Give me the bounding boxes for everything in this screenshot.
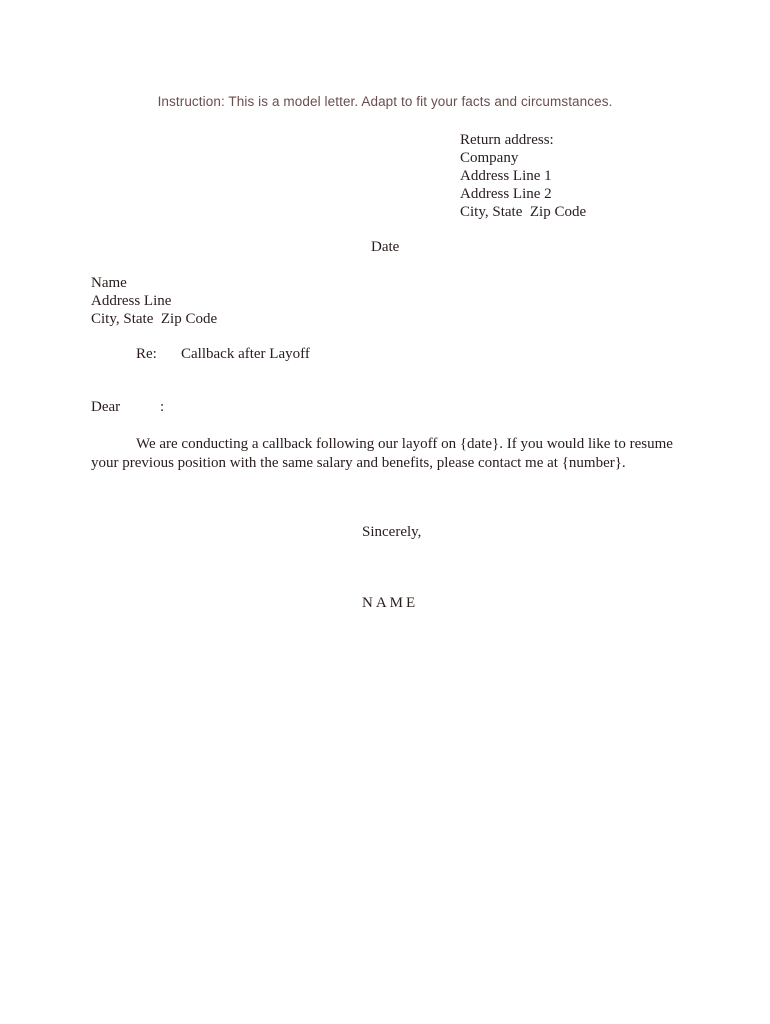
recipient-city-state-zip: City, State Zip Code (91, 311, 218, 327)
salutation-colon: : (160, 399, 165, 415)
letter-body (91, 435, 691, 473)
body-line-1: We are conducting a callback following our layoff on {date}. If you would like to resume (136, 436, 673, 452)
return-address-label: Return address: (460, 132, 554, 148)
instruction-text: Instruction: This is a model letter. Adapt to fit your facts and circumstances. (157, 94, 613, 109)
subject-text: Callback after Layoff (181, 346, 310, 362)
recipient-address-line: Address Line (91, 293, 172, 309)
recipient-name: Name (91, 275, 127, 291)
return-address-line-1: Address Line 1 (460, 168, 552, 184)
return-address-company: Company (460, 150, 519, 166)
subject-line (136, 346, 310, 363)
return-address-line-2: Address Line 2 (460, 186, 552, 202)
signer-name: NAME (362, 595, 419, 611)
body-line-2: your previous position with the same salary and benefits, please contact me at {number}. (91, 455, 626, 471)
subject-label: Re: (136, 346, 157, 362)
return-address-block (460, 131, 586, 221)
letter-date: Date (371, 239, 400, 255)
recipient-block (91, 274, 217, 328)
salutation (91, 399, 165, 416)
closing: Sincerely, (362, 524, 422, 540)
return-address-city-state-zip: City, State Zip Code (460, 204, 587, 220)
salutation-word: Dear (91, 399, 121, 415)
